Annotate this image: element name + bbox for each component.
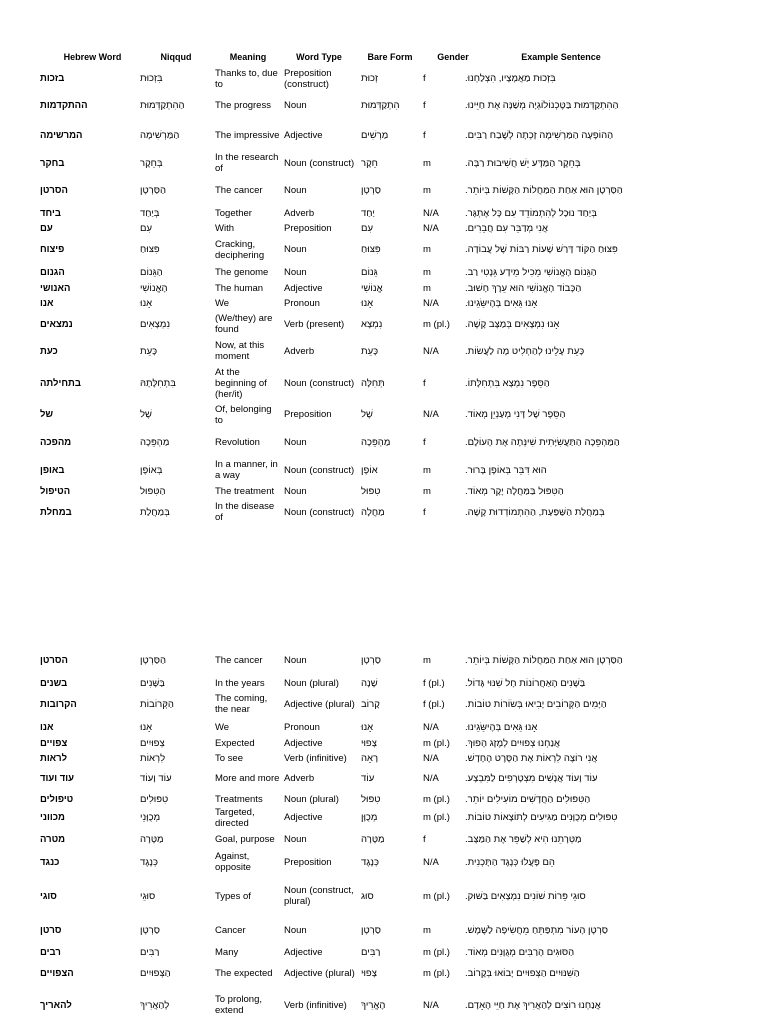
cell-meaning: To see (215, 752, 243, 764)
cell-bare-form: סוּג (361, 890, 374, 902)
cell-example-sentence: אֲנַחְנוּ רוֹצִים לְהַאֲרִיךְ אֶת חַיֵּי הָאָדָם. (465, 999, 601, 1011)
cell-meaning: Cracking, deciphering (215, 238, 265, 261)
cell-gender: m (423, 244, 431, 255)
table-row (0, 311, 768, 337)
cell-example-sentence: סוּגֵי פֵּרוֹת שׁוֹנִים נִמְצָאִים בַּשּׁוּק. (465, 890, 586, 902)
cell-meaning: In the research of (215, 152, 279, 174)
cell-niqqud: מַהְפֵּכָה (140, 436, 170, 448)
table-row (0, 338, 768, 364)
cell-example-sentence: כָּעֵת עָלֵינוּ לְהַחְלִיט מָה לַעֲשׂוֹת. (465, 345, 585, 357)
cell-hebrew-word: רבים (40, 946, 61, 958)
cell-niqqud: הַטִּפּוּל (140, 485, 166, 497)
table-row (0, 871, 768, 921)
cell-bare-form: מַטָּרָה (361, 833, 385, 845)
cell-hebrew-word: פיצוח (40, 244, 65, 255)
cell-niqqud: בְּאוֹפֶן (140, 464, 163, 476)
header-hebrew-word: Hebrew Word (63, 52, 122, 62)
cell-hebrew-word: במחלת (40, 506, 72, 518)
cell-example-sentence: הַסֵּפֶר שֶׁל דָּנִי מְעַנְיֵן מְאוֹד. (465, 409, 566, 420)
cell-example-sentence: בַּשָּׁנִים הָאַחֲרוֹנוֹת חָל שִׁנּוּי גָּדוֹל. (465, 677, 586, 689)
cell-niqqud: הַקְּרוֹבוֹת (140, 698, 174, 710)
cell-gender: N/A (423, 207, 439, 219)
cell-meaning: To prolong, extend (215, 994, 263, 1016)
header-word-type: Word Type (296, 52, 342, 62)
cell-meaning: We (215, 297, 230, 309)
cell-niqqud: אָנוּ (140, 297, 153, 309)
cell-niqqud: בַּשָּׁנִים (140, 677, 165, 689)
cell-meaning: The expected (215, 968, 273, 979)
cell-bare-form: טִפּוּל (361, 485, 381, 497)
cell-example-sentence: הַיָּמִים הַקְּרוֹבִים יָבִיאוּ בְּשׂוֹרוֹת טוֹבוֹת. (465, 698, 607, 710)
cell-bare-form: סַרְטָן (361, 185, 381, 196)
cell-word-type: Noun (plural) (284, 793, 339, 805)
table-row (0, 647, 768, 673)
cell-meaning: Against, opposite (215, 851, 251, 873)
cell-example-sentence: הוּא דִּבֵּר בְּאוֹפֶן בָּרוּר. (465, 464, 547, 476)
table-row (0, 751, 768, 765)
cell-hebrew-word: בתחילתה (40, 378, 81, 389)
cell-bare-form: כָּעֵת (361, 345, 379, 357)
cell-niqqud: מַטָּרָה (140, 833, 164, 845)
header-example-sentence: Example Sentence (521, 52, 601, 62)
cell-bare-form: אֱנוֹשִׁי (361, 282, 383, 294)
cell-gender: N/A (423, 297, 439, 309)
cell-niqqud: טִפּוּלִים (140, 793, 169, 805)
cell-word-type: Noun (284, 100, 307, 111)
cell-bare-form: מַהְפֵּכָה (361, 436, 391, 448)
cell-bare-form: הִתְקַדְּמוּת (361, 100, 400, 111)
cell-word-type: Adjective (plural) (284, 698, 355, 710)
cell-hebrew-word: לראות (40, 752, 68, 764)
cell-word-type: Pronoun (284, 297, 320, 309)
table-row (0, 918, 768, 943)
cell-example-sentence: בְּחֵקֶר הַמַּדָּע יֵשׁ חֲשִׁיבוּת רַבָּה. (465, 157, 581, 169)
cell-hebrew-word: סוגי (40, 890, 57, 902)
cell-bare-form: פִּצּוּחַ (361, 244, 381, 255)
cell-word-type: Noun (284, 654, 307, 666)
cell-gender: m (pl.) (423, 318, 450, 330)
cell-hebrew-word: אנו (40, 721, 54, 733)
cell-niqqud: סוּגֵי (140, 890, 156, 902)
cell-word-type: Adverb (284, 773, 315, 784)
header-gender: Gender (437, 52, 469, 62)
cell-niqqud: הַצְּפוּיִים (140, 968, 171, 979)
cell-example-sentence: אֲנִי מְדַבֵּר עִם חֲבֵרִים. (465, 222, 548, 234)
cell-niqqud: כְּנֶגֶד (140, 856, 158, 868)
table-row (0, 429, 768, 455)
cell-niqqud: נִמְצָאִים (140, 318, 171, 330)
cell-meaning: Treatments (215, 793, 263, 805)
cell-example-sentence: הַטִּפּוּל בַּמַּחֲלָה יָקָר מְאוֹד. (465, 485, 564, 497)
table-row (0, 990, 768, 1020)
cell-example-sentence: הַסַּרְטָן הוּא אַחַת הַמַּחֲלוֹת הַקָּשׁוֹת בְּיוֹתֵר. (465, 185, 623, 196)
table-row (0, 805, 768, 830)
cell-gender: N/A (423, 773, 439, 784)
cell-gender: m (pl.) (423, 890, 450, 902)
table-row (0, 93, 768, 118)
cell-word-type: Noun (284, 266, 307, 278)
table-row (0, 457, 768, 483)
cell-word-type: Noun (284, 185, 307, 196)
table-row (0, 720, 768, 734)
cell-example-sentence: אָנוּ נִמְצָאִים בְּמַצָּב קָשֶׁה. (465, 318, 560, 330)
cell-example-sentence: הֵם פָּעֲלוּ כְּנֶגֶד הַתָּכְנִית. (465, 856, 555, 868)
cell-gender: f (423, 100, 426, 111)
cell-bare-form: שָׁנָה (361, 677, 378, 689)
table-row (0, 832, 768, 846)
cell-gender: m (423, 282, 431, 294)
cell-word-type: Noun (284, 436, 307, 448)
cell-word-type: Preposition (284, 856, 332, 868)
cell-hebrew-word: מטרה (40, 833, 66, 845)
cell-word-type: Adjective (284, 737, 323, 749)
cell-gender: m (423, 464, 431, 476)
cell-hebrew-word: צפויים (40, 737, 68, 749)
table-row (0, 206, 768, 220)
cell-niqqud: לִרְאוֹת (140, 752, 166, 764)
cell-meaning: The impressive (215, 129, 280, 141)
cell-hebrew-word: סרטן (40, 925, 62, 936)
cell-word-type: Adjective (284, 129, 323, 141)
cell-hebrew-word: אנו (40, 297, 54, 309)
cell-hebrew-word: הגנום (40, 266, 65, 278)
cell-gender: f (pl.) (423, 677, 445, 689)
cell-word-type: Noun (construct) (284, 157, 355, 169)
cell-example-sentence: הַסֵּפֶר נִמְצָא בִּתְחִלָּתוֹ. (465, 378, 550, 389)
cell-gender: N/A (423, 999, 439, 1011)
cell-word-type: Adjective (284, 812, 323, 823)
cell-bare-form: רַבִּים (361, 946, 381, 958)
table-row (0, 221, 768, 235)
cell-niqqud: הַסַּרְטָן (140, 654, 166, 666)
cell-niqqud: בְּמַחֲלַת (140, 506, 170, 518)
cell-gender: N/A (423, 345, 439, 357)
cell-word-type: Noun (construct) (284, 464, 355, 476)
cell-niqqud: הַמַּרְשִׁימָה (140, 129, 180, 141)
cell-meaning: At the beginning of (her/it) (215, 367, 267, 400)
table-row (0, 150, 768, 176)
cell-hebrew-word: הטיפול (40, 485, 71, 497)
cell-bare-form: עִם (361, 222, 373, 234)
cell-hebrew-word: כעת (40, 345, 58, 357)
cell-hebrew-word: בחקר (40, 157, 65, 169)
cell-word-type: Adverb (284, 345, 315, 357)
cell-bare-form: יַחַד (361, 207, 375, 219)
cell-example-sentence: הַמַּהְפֵּכָה הַתַּעֲשִׂיָּתִית שִׁינְּתָה אֶת הָעוֹלָם. (465, 436, 620, 448)
cell-meaning: The treatment (215, 485, 275, 497)
cell-niqqud: הָאֱנוֹשִׁי (140, 282, 168, 294)
cell-bare-form: כְּנֶגֶד (361, 856, 379, 868)
cell-gender: N/A (423, 856, 439, 868)
table-row (0, 499, 768, 525)
cell-niqqud: הַגֵּנוֹם (140, 266, 163, 278)
cell-gender: N/A (423, 752, 439, 764)
cell-niqqud: הַסַּרְטָן (140, 185, 166, 196)
cell-hebrew-word: עוד ועוד (40, 773, 75, 784)
cell-niqqud: אָנוּ (140, 721, 153, 733)
cell-hebrew-word: כנגד (40, 856, 60, 868)
cell-meaning: More and more (215, 773, 280, 784)
cell-word-type: Noun (284, 925, 307, 936)
cell-meaning: (We/they) are found (215, 313, 273, 335)
cell-gender: m (pl.) (423, 737, 450, 749)
cell-example-sentence: אָנוּ גֵּאִים בְּהֶישֵּׂגֵינוּ. (465, 297, 538, 309)
cell-meaning: In the years (215, 677, 265, 689)
cell-hebrew-word: מכווני (40, 812, 65, 823)
cell-word-type: Verb (present) (284, 318, 345, 330)
cell-word-type: Noun (284, 485, 307, 497)
cell-bare-form: צָפוּי (361, 737, 377, 749)
cell-hebrew-word: נמצאים (40, 318, 73, 330)
cell-word-type: Adjective (284, 282, 323, 294)
cell-hebrew-word: הצפויים (40, 968, 74, 979)
cell-hebrew-word: של (40, 409, 54, 420)
cell-bare-form: טִפּוּל (361, 793, 381, 805)
cell-bare-form: אָנוּ (361, 297, 374, 309)
cell-niqqud: פִּצּוּחַ (140, 244, 160, 255)
cell-bare-form: סַרְטָן (361, 654, 381, 666)
cell-example-sentence: הַכָּבוֹד הָאֱנוֹשִׁי הוּא עֵרֶךְ חָשׁוּב. (465, 282, 582, 294)
cell-hebrew-word: המרשימה (40, 129, 83, 141)
cell-gender: f (pl.) (423, 698, 445, 710)
cell-niqqud: לְהַאֲרִיךְ (140, 999, 170, 1011)
cell-example-sentence: בְּיַחַד נוּכַל לְהִתְמוֹדֵד עִם כָּל אֶתְגָּר. (465, 207, 597, 219)
cell-example-sentence: הַשִּׁנּוּיִים הַצְּפוּיִים יָבוֹאוּ בְּקָרוֹב. (465, 968, 580, 979)
table-row (0, 484, 768, 498)
table-row (0, 736, 768, 750)
cell-niqqud: בִּתְחִלָּתָהּ (140, 378, 176, 389)
cell-example-sentence: אֲנַחְנוּ צְפוּיִים לְמֶזֶג הָפוּךְ. (465, 737, 560, 749)
cell-example-sentence: הַסּוּגִים הָרַבִּים מְגֻוָּנִים מְאוֹד. (465, 946, 575, 958)
cell-niqqud: סַרְטָן (140, 925, 160, 936)
cell-bare-form: רָאָה (361, 752, 379, 764)
table-row (0, 281, 768, 295)
cell-niqqud: כָּעֵת (140, 345, 158, 357)
cell-bare-form: צָפוּי (361, 968, 377, 979)
cell-example-sentence: טִפּוּלִים מְכֻוָּנִים מַגִּיעִים לְתוֹצָאוֹת טוֹבוֹת. (465, 812, 618, 823)
cell-niqqud: בִּזְכוּת (140, 73, 163, 84)
cell-meaning: Now, at this moment (215, 340, 265, 362)
cell-gender: f (423, 378, 426, 389)
cell-niqqud: הַהִתְקַדְּמוּת (140, 100, 185, 111)
cell-meaning: Types of (215, 890, 251, 902)
cell-meaning: The cancer (215, 654, 263, 666)
cell-example-sentence: הַהוֹפָעָה הַמַּרְשִׁימָה זָכְתָה לְשֶׁבַח רַבִּים. (465, 129, 614, 141)
cell-gender: m (pl.) (423, 946, 450, 958)
cell-word-type: Adverb (284, 207, 315, 219)
cell-hebrew-word: האנושי (40, 282, 71, 294)
cell-gender: m (423, 925, 431, 936)
cell-meaning: Together (215, 207, 252, 219)
cell-word-type: Preposition (284, 409, 332, 420)
cell-word-type: Noun (284, 244, 307, 255)
cell-bare-form: תְּחִלָּה (361, 378, 385, 389)
table-row (0, 366, 768, 401)
table-row (0, 676, 768, 690)
cell-hebrew-word: הסרטן (40, 185, 68, 196)
cell-example-sentence: הַגֵּנוֹם הָאֱנוֹשִׁי מֵכִיל מֵידָע גֵּנֶטִי רַב. (465, 266, 597, 278)
table-row (0, 296, 768, 310)
cell-example-sentence: אָנוּ גֵּאִים בְּהֶישֵּׂגֵינוּ. (465, 721, 538, 733)
cell-word-type: Noun (plural) (284, 677, 339, 689)
cell-word-type: Verb (infinitive) (284, 752, 347, 764)
cell-gender: m (pl.) (423, 812, 450, 823)
cell-niqqud: צְפוּיִים (140, 737, 165, 749)
cell-bare-form: נִמְצָא (361, 318, 383, 330)
table-row (0, 945, 768, 959)
cell-hebrew-word: בזכות (40, 73, 65, 84)
cell-meaning: Revolution (215, 436, 260, 448)
cell-gender: f (423, 833, 426, 845)
cell-bare-form: שֶׁל (361, 409, 373, 420)
cell-hebrew-word: ביחד (40, 207, 61, 219)
cell-hebrew-word: הקרובות (40, 698, 77, 710)
cell-meaning: In the disease of (215, 501, 275, 523)
cell-meaning: The cancer (215, 185, 263, 196)
cell-meaning: The human (215, 282, 264, 294)
cell-meaning: We (215, 721, 230, 733)
cell-gender: m (423, 157, 431, 169)
cell-niqqud: מְכֻוָּנֵי (140, 812, 161, 823)
cell-niqqud: בְּחֵקֶר (140, 157, 163, 169)
table-row (0, 66, 768, 91)
cell-example-sentence: הַהִתְקַדְּמוּת בַּטֶּכְנוֹלוֹגְיָה מְשַׁנָּה אֶת חַיֵּינוּ. (465, 100, 619, 111)
table-row (0, 766, 768, 791)
cell-meaning: Cancer (215, 925, 246, 936)
table-row (0, 237, 768, 262)
cell-gender: N/A (423, 721, 439, 733)
table-row (0, 792, 768, 806)
cell-bare-form: זְכוּת (361, 73, 378, 84)
cell-example-sentence: פִּצּוּחַ הַקּוֹד דָּרַשׁ שָׁעוֹת רַבּוֹת שֶׁל עֲבוֹדָה. (465, 244, 618, 255)
cell-hebrew-word: באופן (40, 464, 65, 476)
cell-meaning: Targeted, directed (215, 806, 255, 829)
cell-hebrew-word: להאריך (40, 999, 72, 1011)
cell-niqqud: עוֹד וָעוֹד (140, 773, 172, 784)
cell-meaning: Expected (215, 737, 255, 749)
cell-hebrew-word: מהפכה (40, 436, 72, 448)
cell-meaning: With (215, 222, 234, 234)
cell-hebrew-word: טיפולים (40, 793, 74, 805)
cell-example-sentence: הַסַּרְטָן הוּא אַחַת הַמַּחֲלוֹת הַקָּשׁוֹת בְּיוֹתֵר. (465, 654, 623, 666)
cell-meaning: The genome (215, 266, 269, 278)
cell-gender: f (423, 129, 426, 141)
cell-hebrew-word: עם (40, 222, 53, 234)
cell-bare-form: גֵּנוֹם (361, 266, 378, 278)
cell-gender: m (423, 654, 431, 666)
cell-gender: f (423, 506, 426, 518)
cell-word-type: Pronoun (284, 721, 320, 733)
cell-word-type: Preposition (284, 222, 332, 234)
cell-gender: m (423, 185, 431, 196)
cell-niqqud: רַבִּים (140, 946, 160, 958)
cell-bare-form: אוֹפֶן (361, 464, 378, 476)
cell-meaning: The progress (215, 100, 271, 111)
table-row (0, 961, 768, 986)
cell-example-sentence: בְּמַחֲלַת הַשַּׁפַּעַת, הַהִתְמוֹדְדוּת קָשָׁה. (465, 506, 605, 518)
cell-hebrew-word: ההתקדמות (40, 100, 88, 111)
cell-niqqud: שֶׁל (140, 409, 152, 420)
cell-word-type: Adjective (plural) (284, 968, 355, 979)
cell-bare-form: חֵקֶר (361, 157, 378, 169)
cell-gender: f (423, 436, 426, 448)
cell-niqqud: עִם (140, 222, 152, 234)
cell-meaning: Thanks to, due to (215, 67, 278, 90)
cell-meaning: The coming, the near (215, 693, 268, 715)
cell-gender: m (pl.) (423, 968, 450, 979)
cell-example-sentence: אֲנִי רוֹצֶה לִרְאוֹת אֶת הַסֶּרֶט הֶחָדָשׁ. (465, 752, 598, 764)
header-niqqud: Niqqud (160, 52, 192, 62)
cell-example-sentence: בִּזְכוּת מַאֲמָצָיו, הִצְלַחְנוּ. (465, 73, 556, 84)
cell-gender: N/A (423, 222, 439, 234)
cell-gender: N/A (423, 409, 439, 420)
cell-meaning: Many (215, 946, 239, 958)
cell-bare-form: קָרוֹב (361, 698, 380, 710)
cell-example-sentence: סַרְטָן הָעוֹר מִתְפַּתֵּחַ מֵחֲשִׂיפָה לַשֶּׁמֶשׁ. (465, 925, 609, 936)
cell-word-type: Noun (construct) (284, 506, 355, 518)
cell-niqqud: בְּיַחַד (140, 207, 160, 219)
cell-meaning: Of, belonging to (215, 403, 272, 426)
cell-word-type: Verb (infinitive) (284, 999, 347, 1011)
cell-bare-form: מַרְשִׁים (361, 129, 389, 141)
table-row (0, 691, 768, 717)
cell-gender: f (423, 73, 426, 84)
cell-bare-form: מְכֻוָּן (361, 812, 378, 823)
cell-example-sentence: מַטְּרָתֵנוּ הִיא לְשַׁפֵּר אֶת הַמַּצָּב. (465, 833, 582, 845)
cell-gender: m (423, 266, 431, 278)
table-row (0, 178, 768, 203)
cell-meaning: In a manner, in a way (215, 459, 278, 481)
cell-word-type: Noun (construct) (284, 378, 355, 389)
cell-bare-form: מַחֲלָה (361, 506, 385, 518)
cell-word-type: Adjective (284, 946, 323, 958)
cell-bare-form: הֶאֱרִיךְ (361, 999, 386, 1011)
table-row (0, 402, 768, 427)
cell-bare-form: עוֹד (361, 773, 375, 784)
cell-gender: m (pl.) (423, 793, 450, 805)
cell-hebrew-word: הסרטן (40, 654, 68, 666)
cell-word-type: Preposition (construct) (284, 67, 332, 90)
header-row (0, 52, 768, 64)
cell-meaning: Goal, purpose (215, 833, 275, 845)
cell-example-sentence: הַטִּפּוּלִים הַחֲדָשִׁים מוֹעִילִים יוֹתֵר. (465, 793, 591, 805)
cell-gender: m (423, 485, 431, 497)
cell-bare-form: סַרְטָן (361, 925, 381, 936)
cell-example-sentence: עוֹד וָעוֹד אֲנָשִׁים מִצְטָרְפִים לַמִּבְצָע. (465, 773, 598, 784)
cell-hebrew-word: בשנים (40, 677, 68, 689)
table-row (0, 122, 768, 148)
header-bare-form: Bare Form (367, 52, 413, 62)
table-row (0, 265, 768, 279)
cell-word-type: Noun (construct, plural) (284, 885, 354, 907)
cell-word-type: Noun (284, 833, 307, 845)
cell-bare-form: אָנוּ (361, 721, 374, 733)
header-meaning: Meaning (229, 52, 267, 62)
